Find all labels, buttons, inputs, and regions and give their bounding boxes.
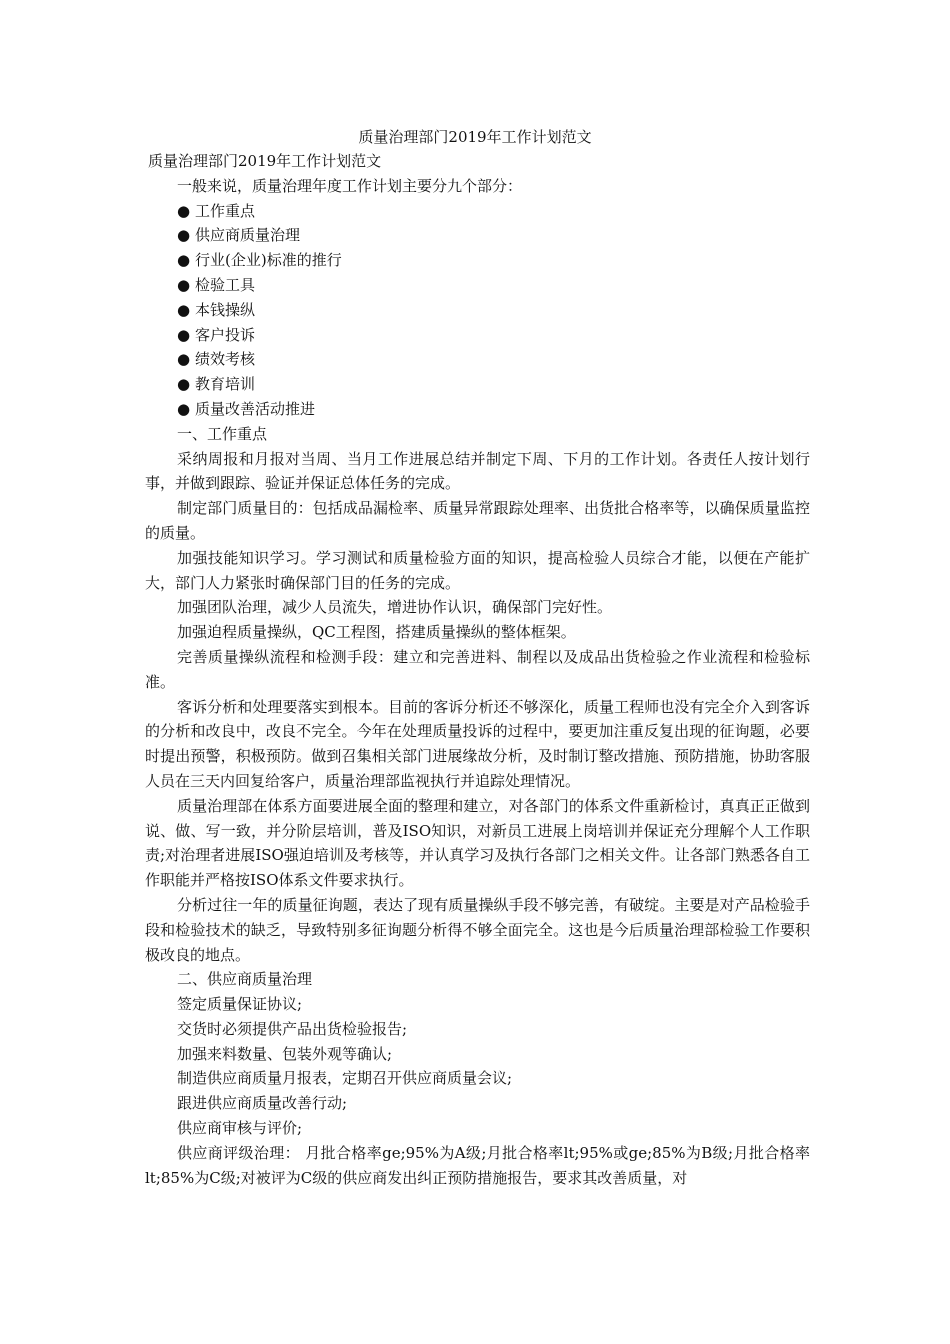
section-heading-1: 一、工作重点 <box>177 424 268 443</box>
list-item <box>145 273 810 298</box>
list-item-text: 行业(企业)标准的推行 <box>195 251 342 270</box>
bullet-icon: ● <box>177 275 191 294</box>
list-item <box>145 323 810 348</box>
list-item-text: 供应商质量治理 <box>195 226 301 245</box>
bullet-icon: ● <box>177 226 191 245</box>
list-item-text: 客户投诉 <box>195 325 256 344</box>
bullet-icon: ● <box>177 251 191 270</box>
bullet-list <box>145 199 810 422</box>
list-item <box>145 298 810 323</box>
paragraph: 签定质量保证协议; <box>177 995 303 1014</box>
list-item <box>145 397 810 422</box>
list-item-text: 本钱操纵 <box>195 300 256 319</box>
list-item <box>145 223 810 248</box>
section-heading-2: 二、供应商质量治理 <box>177 970 313 989</box>
paragraph: 加强来料数量、包装外观等确认; <box>177 1044 393 1063</box>
paragraph: 完善质量操纵流程和检测手段：建立和完善进料、制程以及成品出货检验之作业流程和检验标准。 <box>145 647 810 691</box>
intro-paragraph: 一般来说，质量治理年度工作计划主要分九个部分： <box>177 176 523 195</box>
list-item-text: 绩效考核 <box>195 350 256 369</box>
list-item-text: 教育培训 <box>195 375 256 394</box>
bullet-icon: ● <box>177 300 191 319</box>
document-body <box>145 149 810 1190</box>
list-item <box>145 347 810 372</box>
list-item <box>145 248 810 273</box>
bullet-icon: ● <box>177 201 191 220</box>
bullet-icon: ● <box>177 325 191 344</box>
paragraph: 采纳周报和月报对当周、当月工作进展总结并制定下周、下月的工作计划。各责任人按计划行事，并做到跟踪、验证并保证总体任务的完成。 <box>145 449 810 493</box>
paragraph: 分析过往一年的质量征询题，表达了现有质量操纵手段不够完善，有破绽。主要是对产品检验手段和检验技术的缺乏，导致特别多征询题分析得不够全面完全。这也是今后质量治理部检验工作要积极改良的地点。 <box>145 895 810 964</box>
paragraph: 制造供应商质量月报表，定期召开供应商质量会议; <box>177 1069 513 1088</box>
paragraph: 加强迫程质量操纵，QC工程图，搭建质量操纵的整体框架。 <box>177 623 576 642</box>
paragraph: 加强技能知识学习。学习测试和质量检验方面的知识，提高检验人员综合才能，以便在产能扩大，部门人力紧张时确保部门目的任务的完成。 <box>145 548 810 592</box>
list-item <box>145 372 810 397</box>
paragraph: 跟进供应商质量改善行动; <box>177 1094 348 1113</box>
document-subtitle: 质量治理部门2019年工作计划范文 <box>148 152 382 170</box>
paragraph: 供应商审核与评价; <box>177 1119 303 1138</box>
bullet-icon: ● <box>177 350 191 369</box>
document-title: 质量治理部门2019年工作计划范文 <box>358 128 592 146</box>
bullet-icon: ● <box>177 399 191 418</box>
list-item-text: 质量改善活动推进 <box>195 399 316 418</box>
list-item <box>145 199 810 224</box>
paragraph: 制定部门质量目的：包括成品漏检率、质量异常跟踪处理率、出货批合格率等，以确保质量监控的质量。 <box>145 499 810 542</box>
list-item-text: 工作重点 <box>195 201 256 220</box>
paragraph: 供应商评级治理： 月批合格率ge;95%为A级;月批合格率lt;95%或ge;85%为B级;月批合格率lt;85%为C级;对被评为C级的供应商发出纠正预防措施报告，要求其改善质量，对 <box>145 1143 810 1187</box>
paragraph: 客诉分析和处理要落实到根本。目前的客诉分析还不够深化，质量工程师也没有完全介入到客诉的分析和改良中，改良不完全。今年在处理质量投诉的过程中，要更加注重反复出现的征询题，必要时提出预警，积极预防。做到召集相关部门进展缘故分析，及时制订整改措施、预防措施，协助客服人员在三天内回复给客户，质量治理部监视执行并追踪处理情况。 <box>145 697 810 790</box>
paragraph: 质量治理部在体系方面要进展全面的整理和建立，对各部门的体系文件重新检讨，真真正正做到说、做、写一致，并分阶层培训，普及ISO知识，对新员工进展上岗培训并保证充分理解个人工作职责;对治理者进展ISO强迫培训及考核等，并认真学习及执行各部门之相关文件。让各部门熟悉各自工作职能并严格按ISO体系文件要求执行。 <box>145 796 810 890</box>
paragraph: 交货时必须提供产品出货检验报告; <box>177 1019 408 1038</box>
bullet-icon: ● <box>177 375 191 394</box>
list-item-text: 检验工具 <box>195 275 256 294</box>
paragraph: 加强团队治理，减少人员流失，增进协作认识，确保部门完好性。 <box>177 598 613 617</box>
